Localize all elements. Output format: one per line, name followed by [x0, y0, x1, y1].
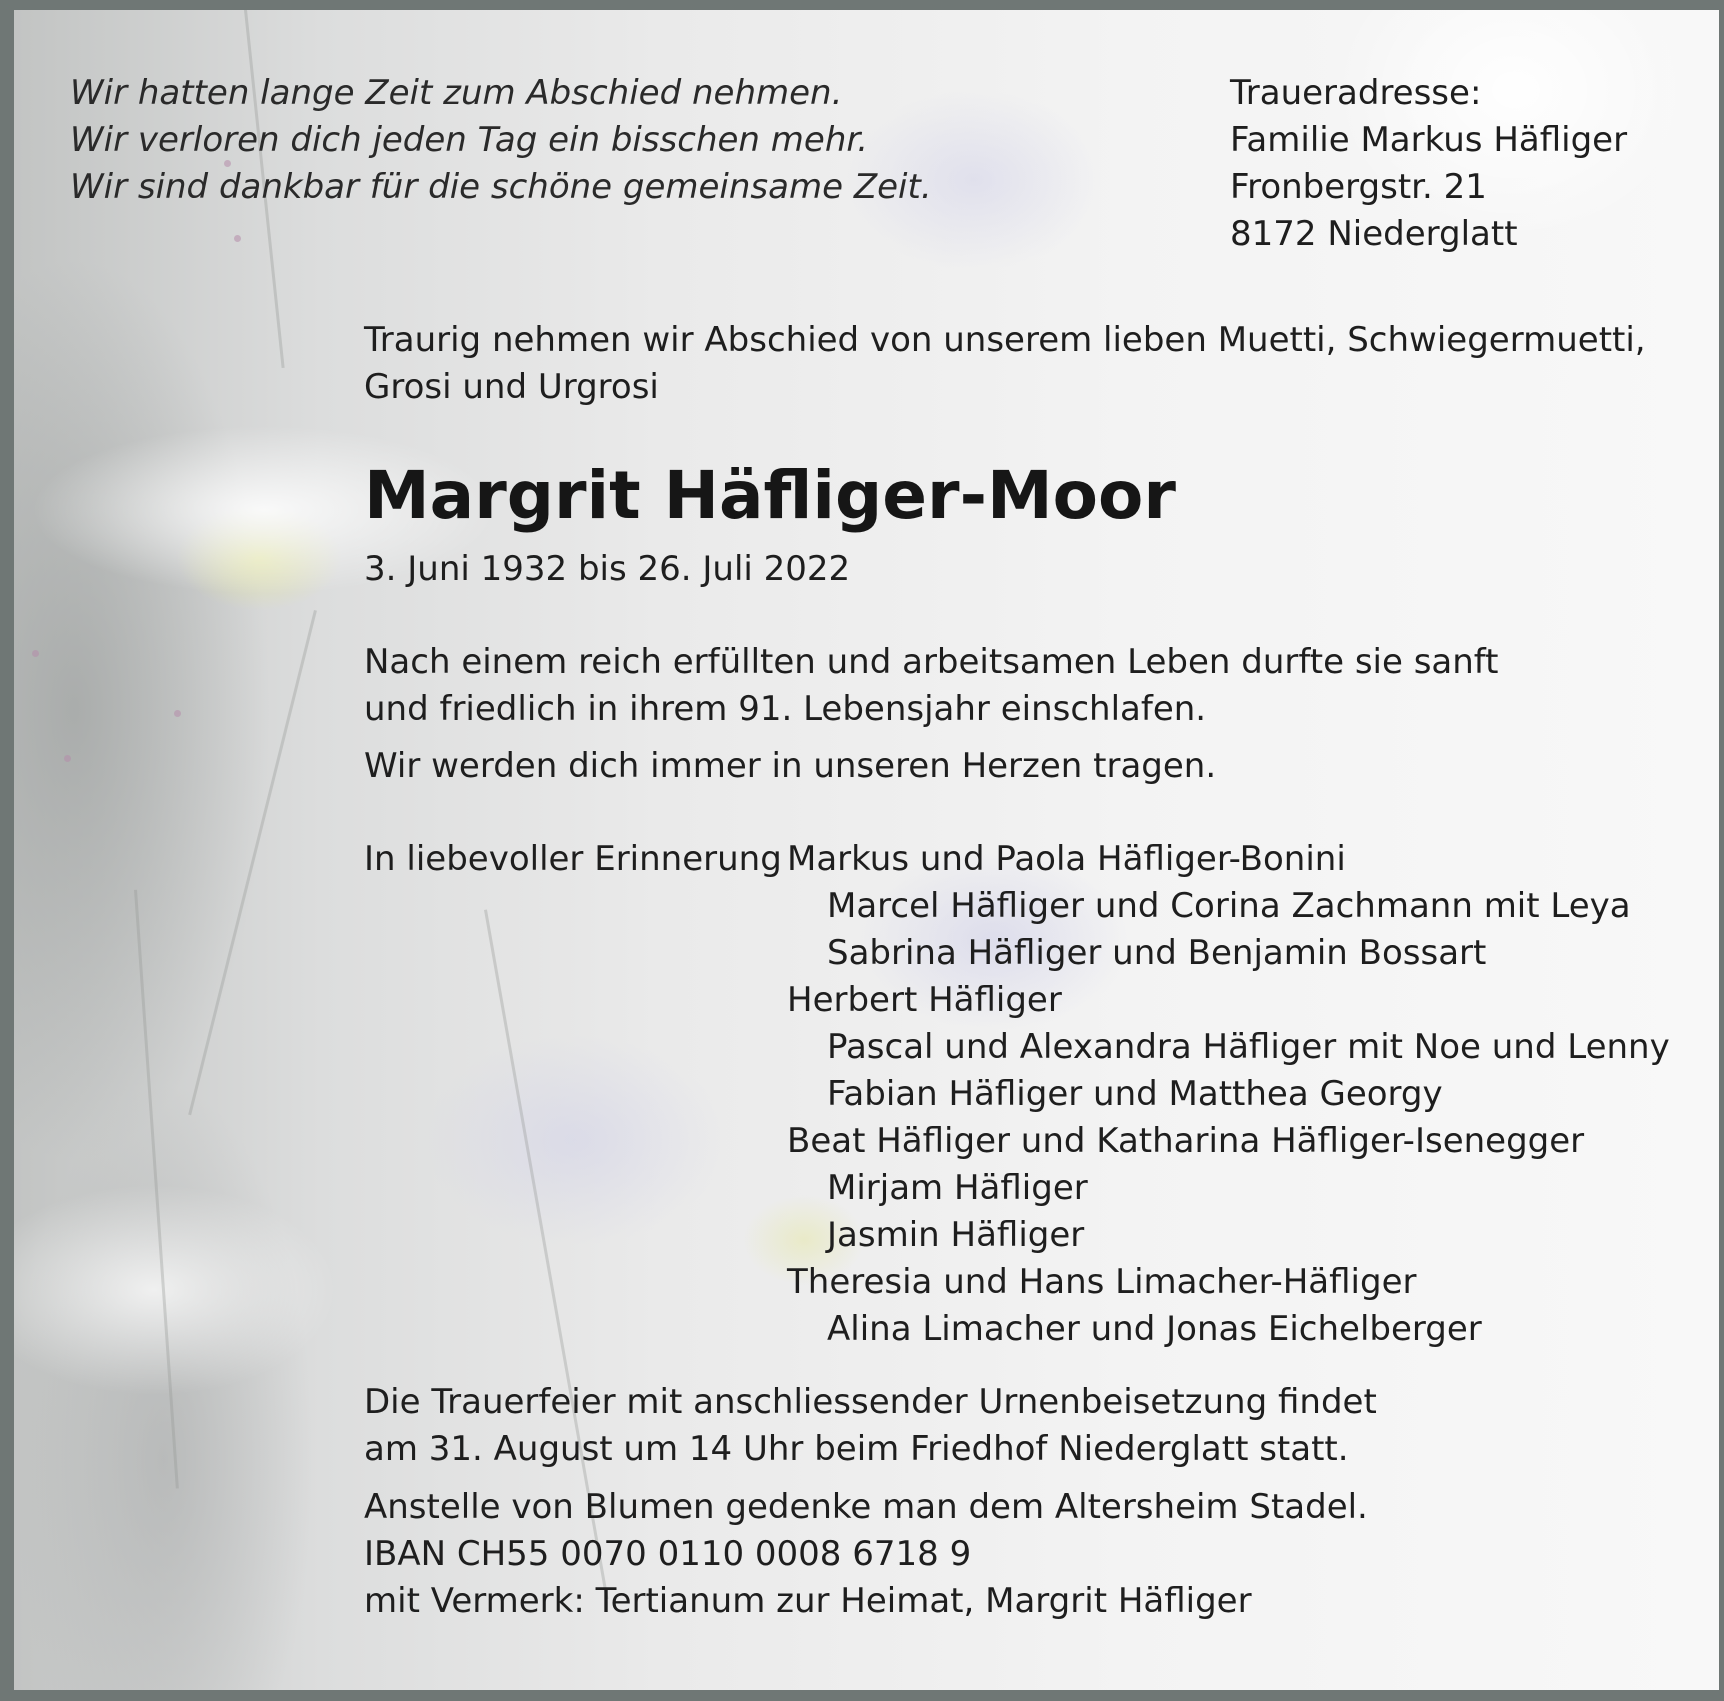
background-bud — [64, 755, 71, 762]
background-stem — [188, 610, 317, 1115]
obituary-page — [14, 10, 1719, 1690]
verse-line: Wir sind dankbar für die schöne gemeinsame Zeit. — [70, 167, 932, 207]
intro-text — [364, 317, 1646, 411]
mourning-address — [1230, 70, 1627, 258]
address-line: Fronbergstr. 21 — [1230, 167, 1487, 207]
ceremony-line: am 31. August um 14 Uhr beim Friedhof Niederglatt statt. — [364, 1429, 1349, 1469]
life-dates: 3. Juni 1932 bis 26. Juli 2022 — [364, 549, 851, 589]
mourner-grandchild: Sabrina Häfliger und Benjamin Bossart — [827, 933, 1487, 973]
donation-line: Anstelle von Blumen gedenke man dem Altersheim Stadel. — [364, 1487, 1368, 1527]
address-line: 8172 Niederglatt — [1230, 214, 1518, 254]
memorial-label: In liebevoller Erinnerung — [364, 839, 782, 879]
background-bud — [174, 710, 181, 717]
address-line: Familie Markus Häfliger — [1230, 120, 1628, 160]
intro-line: Grosi und Urgrosi — [364, 367, 659, 407]
mourner-grandchild: Jasmin Häfliger — [827, 1215, 1085, 1255]
paragraph-line: Nach einem reich erfüllten und arbeitsamen Leben durfte sie sanft — [364, 642, 1499, 682]
mourner-grandchild: Alina Limacher und Jonas Eichelberger — [827, 1309, 1482, 1349]
mourner-grandchild: Pascal und Alexandra Häfliger mit Noe und Lenny — [827, 1027, 1670, 1067]
mourner-family: Beat Häfliger und Katharina Häfliger-Isenegger — [787, 1121, 1585, 1161]
paragraph-line: und friedlich in ihrem 91. Lebensjahr einschlafen. — [364, 689, 1207, 729]
mourner-family: Markus und Paola Häfliger-Bonini — [787, 839, 1346, 879]
donation-note: mit Vermerk: Tertianum zur Heimat, Margrit Häfliger — [364, 1581, 1252, 1621]
mourner-grandchild: Fabian Häfliger und Matthea Georgy — [827, 1074, 1443, 1114]
ceremony-info — [364, 1379, 1377, 1473]
background-stem — [134, 890, 179, 1489]
ceremony-line: Die Trauerfeier mit anschliessender Urnenbeisetzung findet — [364, 1382, 1377, 1422]
remembrance-line: Wir werden dich immer in unseren Herzen tragen. — [364, 746, 1217, 786]
iban-line: IBAN CH55 0070 0110 0008 6718 9 — [364, 1534, 972, 1574]
mourner-grandchild: Mirjam Häfliger — [827, 1168, 1088, 1208]
background-bud — [32, 650, 39, 657]
deceased-name: Margrit Häfliger-Moor — [364, 457, 1176, 534]
verse-line: Wir verloren dich jeden Tag ein bisschen mehr. — [70, 120, 869, 160]
verse-line: Wir hatten lange Zeit zum Abschied nehmen. — [70, 73, 843, 113]
mourners-list — [787, 836, 1670, 1353]
mourner-family: Herbert Häfliger — [787, 980, 1062, 1020]
donation-info — [364, 1484, 1368, 1625]
mourner-grandchild: Marcel Häfliger und Corina Zachmann mit Leya — [827, 886, 1631, 926]
address-heading: Traueradresse: — [1230, 73, 1482, 113]
verse-block — [70, 70, 932, 211]
life-paragraph — [364, 639, 1499, 733]
intro-line: Traurig nehmen wir Abschied von unserem lieben Muetti, Schwiegermuetti, — [364, 320, 1646, 360]
background-bud — [234, 235, 241, 242]
mourner-family: Theresia und Hans Limacher-Häfliger — [787, 1262, 1417, 1302]
